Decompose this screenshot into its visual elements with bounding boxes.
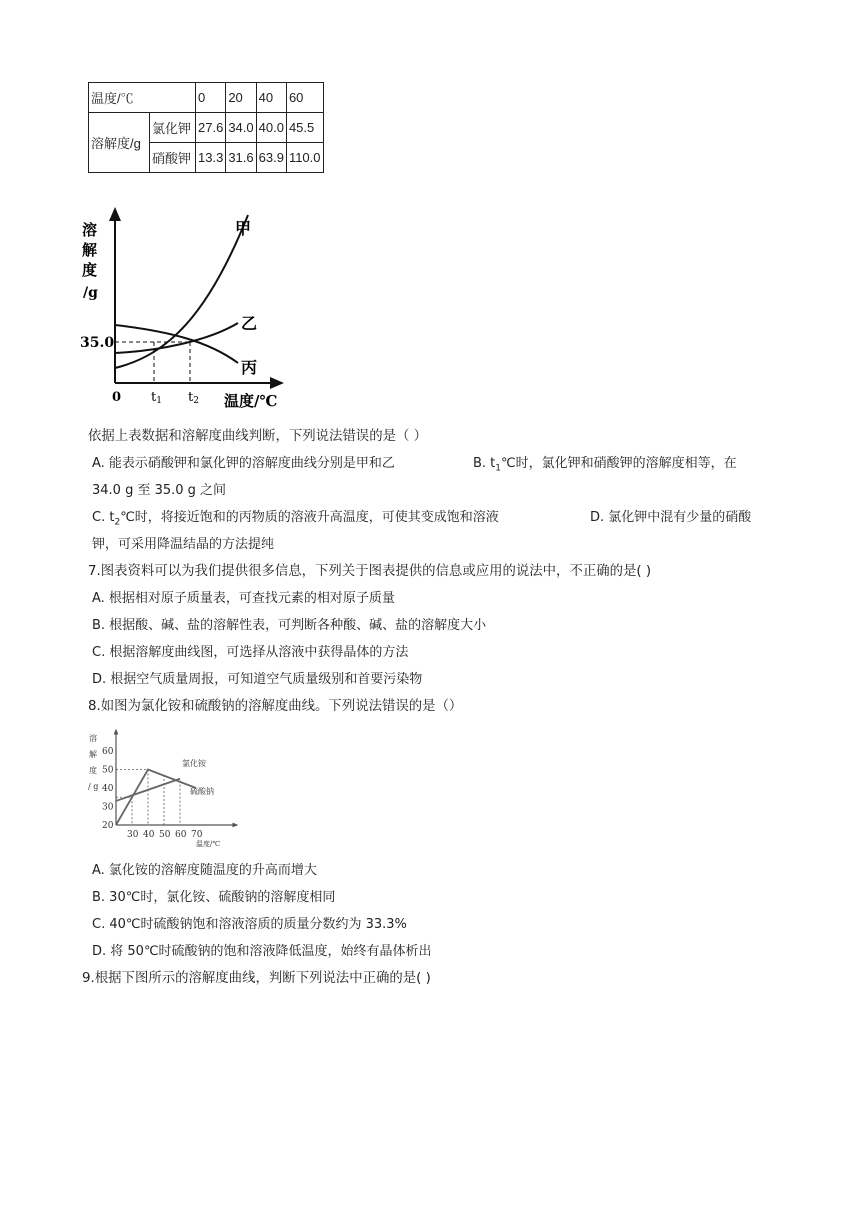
x-tick-label: 30 xyxy=(127,830,139,840)
y-tick-label: 30 xyxy=(102,802,114,813)
q7-option-d: D. 根据空气质量周报，可知道空气质量级别和首要污染物 xyxy=(92,672,423,687)
table-temp: 0 xyxy=(196,83,226,113)
y-axis-label: /g xyxy=(83,285,98,301)
y-axis-label: 解 xyxy=(89,750,97,759)
table-row xyxy=(89,113,324,143)
series-label-na2so4: 硫酸钠 xyxy=(190,787,214,796)
table-cell: 13.3 xyxy=(196,143,226,173)
x-axis-label: 温度/℃ xyxy=(224,392,278,410)
x-tick-label: 70 xyxy=(191,830,203,840)
series-label-nh4cl: 氯化铵 xyxy=(182,759,206,768)
table-row-name: 硝酸钾 xyxy=(150,143,196,173)
y-tick-label: 40 xyxy=(102,784,114,794)
x-tick-label: 60 xyxy=(175,830,187,840)
y-tick-label: 20 xyxy=(102,821,114,831)
x-tick-label: 50 xyxy=(159,830,171,840)
curve-jia xyxy=(115,215,248,368)
series-label-bing: 丙 xyxy=(241,358,258,377)
y-axis-label: 度 xyxy=(89,766,97,775)
table-cell: 31.6 xyxy=(226,143,256,173)
q9-stem: 9.根据下图所示的溶解度曲线，判断下列说法中正确的是( ) xyxy=(82,971,431,986)
q6-option-d-continued: 钾，可采用降温结晶的方法提纯 xyxy=(92,537,275,552)
x-tick-label: t1 xyxy=(151,390,162,406)
table-cell: 27.6 xyxy=(196,113,226,143)
table-temp: 40 xyxy=(256,83,286,113)
q8-option-b: B. 30℃时，氯化铵、硫酸钠的溶解度相同 xyxy=(92,890,336,905)
q8-stem: 8.如图为氯化铵和硫酸钠的溶解度曲线。下列说法错误的是（） xyxy=(88,699,463,714)
x-tick-label: 0 xyxy=(112,390,122,405)
q6-option-c: C. $t_2℃$时，将接近饱和的丙物质的溶液升高温度，可使其变成饱和溶液 xyxy=(92,510,499,528)
q8-option-a: A. 氯化铵的溶解度随温度的升高而增大 xyxy=(92,863,317,878)
series-label-yi: 乙 xyxy=(241,314,258,333)
table-group-label: 溶解度/g xyxy=(89,113,150,173)
y-axis-label: 溶 xyxy=(82,221,98,239)
table-cell: 40.0 xyxy=(256,113,286,143)
q7-option-a: A. 根据相对原子质量表，可查找元素的相对原子质量 xyxy=(92,591,395,606)
x-tick-label: t2 xyxy=(188,390,199,406)
table-temp: 20 xyxy=(226,83,256,113)
table-row xyxy=(89,83,324,113)
q8-option-c: C. 40℃时硫酸钠饱和溶液溶质的质量分数约为 33.3% xyxy=(92,917,407,932)
q7-option-c: C. 根据溶解度曲线图，可选择从溶液中获得晶体的方法 xyxy=(92,645,409,660)
table-cell: 45.5 xyxy=(286,113,323,143)
q6-option-d: D. 氯化钾中混有少量的硝酸 xyxy=(590,510,752,525)
curve-bing xyxy=(115,325,238,363)
table-cell: 34.0 xyxy=(226,113,256,143)
y-tick-label: 35.0 xyxy=(80,335,115,351)
q7-option-b: B. 根据酸、碱、盐的溶解性表，可判断各种酸、碱、盐的溶解度大小 xyxy=(92,618,487,633)
q6-stem: 依据上表数据和溶解度曲线判断，下列说法错误的是（ ） xyxy=(88,429,428,444)
x-tick-label: 40 xyxy=(143,830,155,840)
q8-option-d: D. 将 50℃时硫酸钠的饱和溶液降低温度，始终有晶体析出 xyxy=(92,944,432,959)
solubility-graph-2 xyxy=(86,727,256,852)
table-cell: 63.9 xyxy=(256,143,286,173)
series-label-jia: 甲 xyxy=(235,219,252,238)
y-tick-label: 60 xyxy=(102,747,114,757)
table-temp: 60 xyxy=(286,83,323,113)
solubility-graph-1 xyxy=(78,205,288,415)
y-tick-label: 50 xyxy=(102,765,114,776)
table-cell: 110.0 xyxy=(286,143,323,173)
y-axis-label: 解 xyxy=(82,241,98,259)
y-axis-label: / g xyxy=(88,782,99,791)
q6-option-b: B. $t_1℃$时，氯化钾和硝酸钾的溶解度相等，在 xyxy=(473,456,737,474)
solubility-table xyxy=(88,82,324,173)
q7-stem: 7.图表资料可以为我们提供很多信息，下列关于图表提供的信息或应用的说法中，不正确的是( ) xyxy=(88,564,652,579)
y-axis-label: 度 xyxy=(82,261,98,279)
table-row-name: 氯化钾 xyxy=(150,113,196,143)
x-axis-label: 温度/℃ xyxy=(196,840,221,848)
q6-option-b-continued: 34.0 g 至 35.0 g 之间 xyxy=(92,483,227,498)
y-axis-label: 溶 xyxy=(89,734,97,743)
table-header-label: 温度/℃ xyxy=(89,83,196,113)
q6-option-a: A. 能表示硝酸钾和氯化钾的溶解度曲线分别是甲和乙 xyxy=(92,456,395,471)
